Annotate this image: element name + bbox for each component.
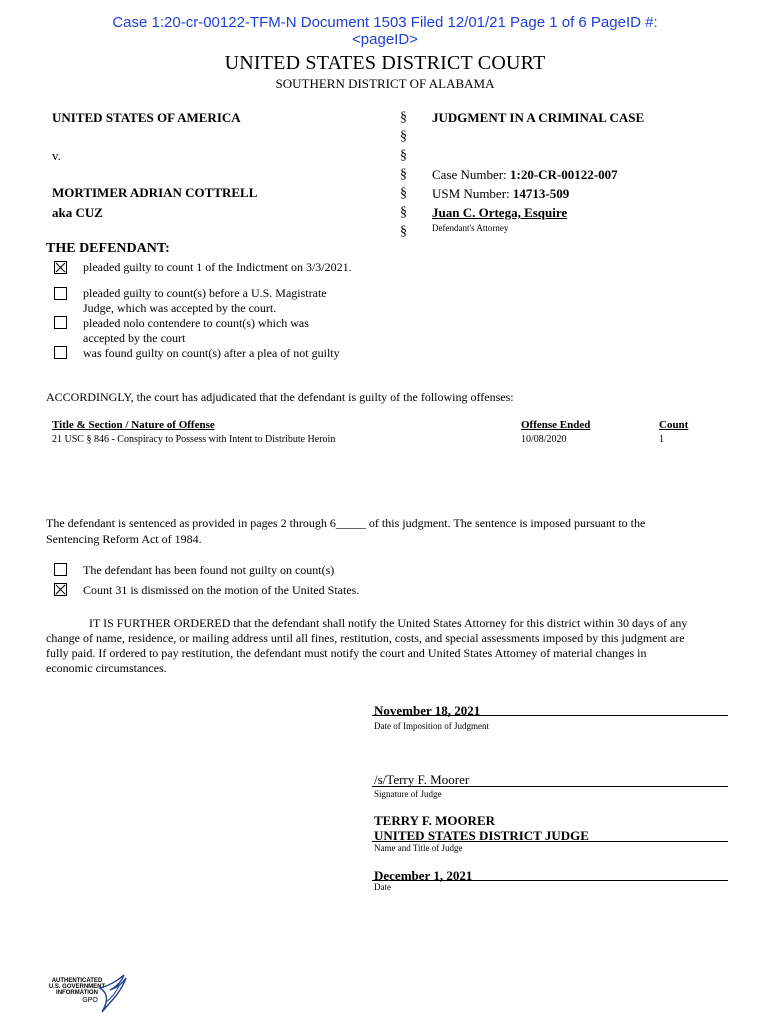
count-dismissed-checkbox[interactable]	[54, 583, 67, 596]
defendant-heading: THE DEFENDANT:	[46, 241, 170, 256]
judge-signature: /s/Terry F. Moorer	[374, 772, 470, 787]
case-number-row	[432, 167, 618, 183]
col-offense-ended: Offense Ended	[521, 419, 591, 431]
defendant-name: MORTIMER ADRIAN COTTRELL	[52, 185, 258, 200]
defense-attorney: Juan C. Ortega, Esquire	[432, 205, 568, 220]
plea-magistrate-text-2: Judge, which was accepted by the court.	[83, 301, 277, 315]
imposition-date-label: Date of Imposition of Judgment	[374, 721, 489, 731]
imposition-date: November 18, 2021	[374, 703, 481, 718]
order-line-1: IT IS FURTHER ORDERED that the defendant shall notify the United States Attorney for this district within 30 days of any	[89, 616, 688, 630]
court-title: UNITED STATES DISTRICT COURT	[224, 52, 546, 74]
usm-number-row	[432, 186, 569, 202]
section-symbol: §	[400, 148, 407, 163]
plea-nolo-text-2: accepted by the court	[83, 331, 186, 345]
gpo-seal-line-2: U.S. GOVERNMENT	[48, 984, 106, 990]
offenses-intro: ACCORDINGLY, the court has adjudicated that the defendant is guilty of the following offenses:	[46, 390, 514, 404]
col-title-section: Title & Section / Nature of Offense	[52, 419, 215, 431]
gpo-seal-line-3: INFORMATION	[56, 990, 98, 996]
plea-guilty-checkbox[interactable]	[54, 261, 67, 274]
sentence-line-1: The defendant is sentenced as provided in pages 2 through 6_____ of this judgment. The sentence is imposed pursuant to the	[46, 516, 646, 530]
offense-row-ended: 10/08/2020	[521, 434, 567, 445]
case-number-label: Case Number:	[432, 167, 507, 182]
found-guilty-text: was found guilty on count(s) after a plea of not guilty	[83, 346, 340, 360]
plea-nolo-checkbox[interactable]	[54, 316, 67, 329]
usm-number: 14713-509	[512, 186, 570, 201]
section-symbol: §	[400, 186, 407, 201]
document-title: JUDGMENT IN A CRIMINAL CASE	[432, 110, 645, 125]
not-guilty-checkbox[interactable]	[54, 563, 67, 576]
usm-number-label: USM Number:	[432, 186, 510, 201]
col-count: Count	[659, 419, 689, 431]
offense-row-count: 1	[659, 434, 664, 445]
gpo-eagle-icon	[96, 972, 130, 1016]
order-line-2: change of name, residence, or mailing address until all fines, restitution, costs, and special assessments imposed by this judgment are	[46, 631, 685, 645]
page-id-placeholder: <pageID>	[352, 31, 418, 48]
offense-row-title: 21 USC § 846 - Conspiracy to Possess with Intent to Distribute Heroin	[52, 434, 336, 445]
section-symbol: §	[400, 129, 407, 144]
judgment-date: December 1, 2021	[374, 868, 473, 883]
section-symbol: §	[400, 110, 407, 125]
judge-name: TERRY F. MOORER	[374, 813, 496, 828]
name-title-line	[372, 841, 728, 842]
judgment-date-line	[372, 880, 728, 881]
gpo-seal-line-1: AUTHENTICATED	[51, 978, 103, 984]
plaintiff-name: UNITED STATES OF AMERICA	[52, 110, 241, 125]
defendant-aka: aka CUZ	[52, 205, 103, 220]
versus: v.	[52, 148, 61, 163]
filing-header: Case 1:20-cr-00122-TFM-N Document 1503 Filed 12/01/21 Page 1 of 6 PageID #:	[112, 14, 658, 31]
defense-attorney-label: Defendant's Attorney	[432, 223, 509, 233]
not-guilty-text: The defendant has been found not guilty on count(s)	[83, 563, 335, 577]
plea-magistrate-checkbox[interactable]	[54, 287, 67, 300]
imposition-date-line	[372, 715, 728, 716]
order-line-4: economic circumstances.	[46, 661, 167, 675]
case-number: 1:20-CR-00122-007	[509, 167, 618, 182]
gpo-seal-line-4: GPO	[82, 997, 98, 1004]
judge-title: UNITED STATES DISTRICT JUDGE	[374, 828, 589, 843]
section-symbol: §	[400, 205, 407, 220]
court-district: SOUTHERN DISTRICT OF ALABAMA	[275, 76, 495, 91]
judgment-date-label: Date	[374, 882, 391, 892]
found-guilty-checkbox[interactable]	[54, 346, 67, 359]
order-line-3: fully paid. If ordered to pay restitution, the defendant must notify the court and United States Attorney of material changes in	[46, 646, 647, 660]
plea-magistrate-text-1: pleaded guilty to count(s) before a U.S. Magistrate	[83, 286, 327, 300]
signature-label: Signature of Judge	[374, 789, 442, 799]
plea-guilty-text: pleaded guilty to count 1 of the Indictment on 3/3/2021.	[83, 260, 352, 274]
signature-line	[372, 786, 728, 787]
name-title-label: Name and Title of Judge	[374, 843, 463, 853]
section-symbol: §	[400, 167, 407, 182]
section-symbol: §	[400, 224, 407, 239]
count-dismissed-text: Count 31 is dismissed on the motion of the United States.	[83, 583, 360, 597]
sentence-line-2: Sentencing Reform Act of 1984.	[46, 532, 202, 546]
plea-nolo-text-1: pleaded nolo contendere to count(s) which was	[83, 316, 309, 330]
